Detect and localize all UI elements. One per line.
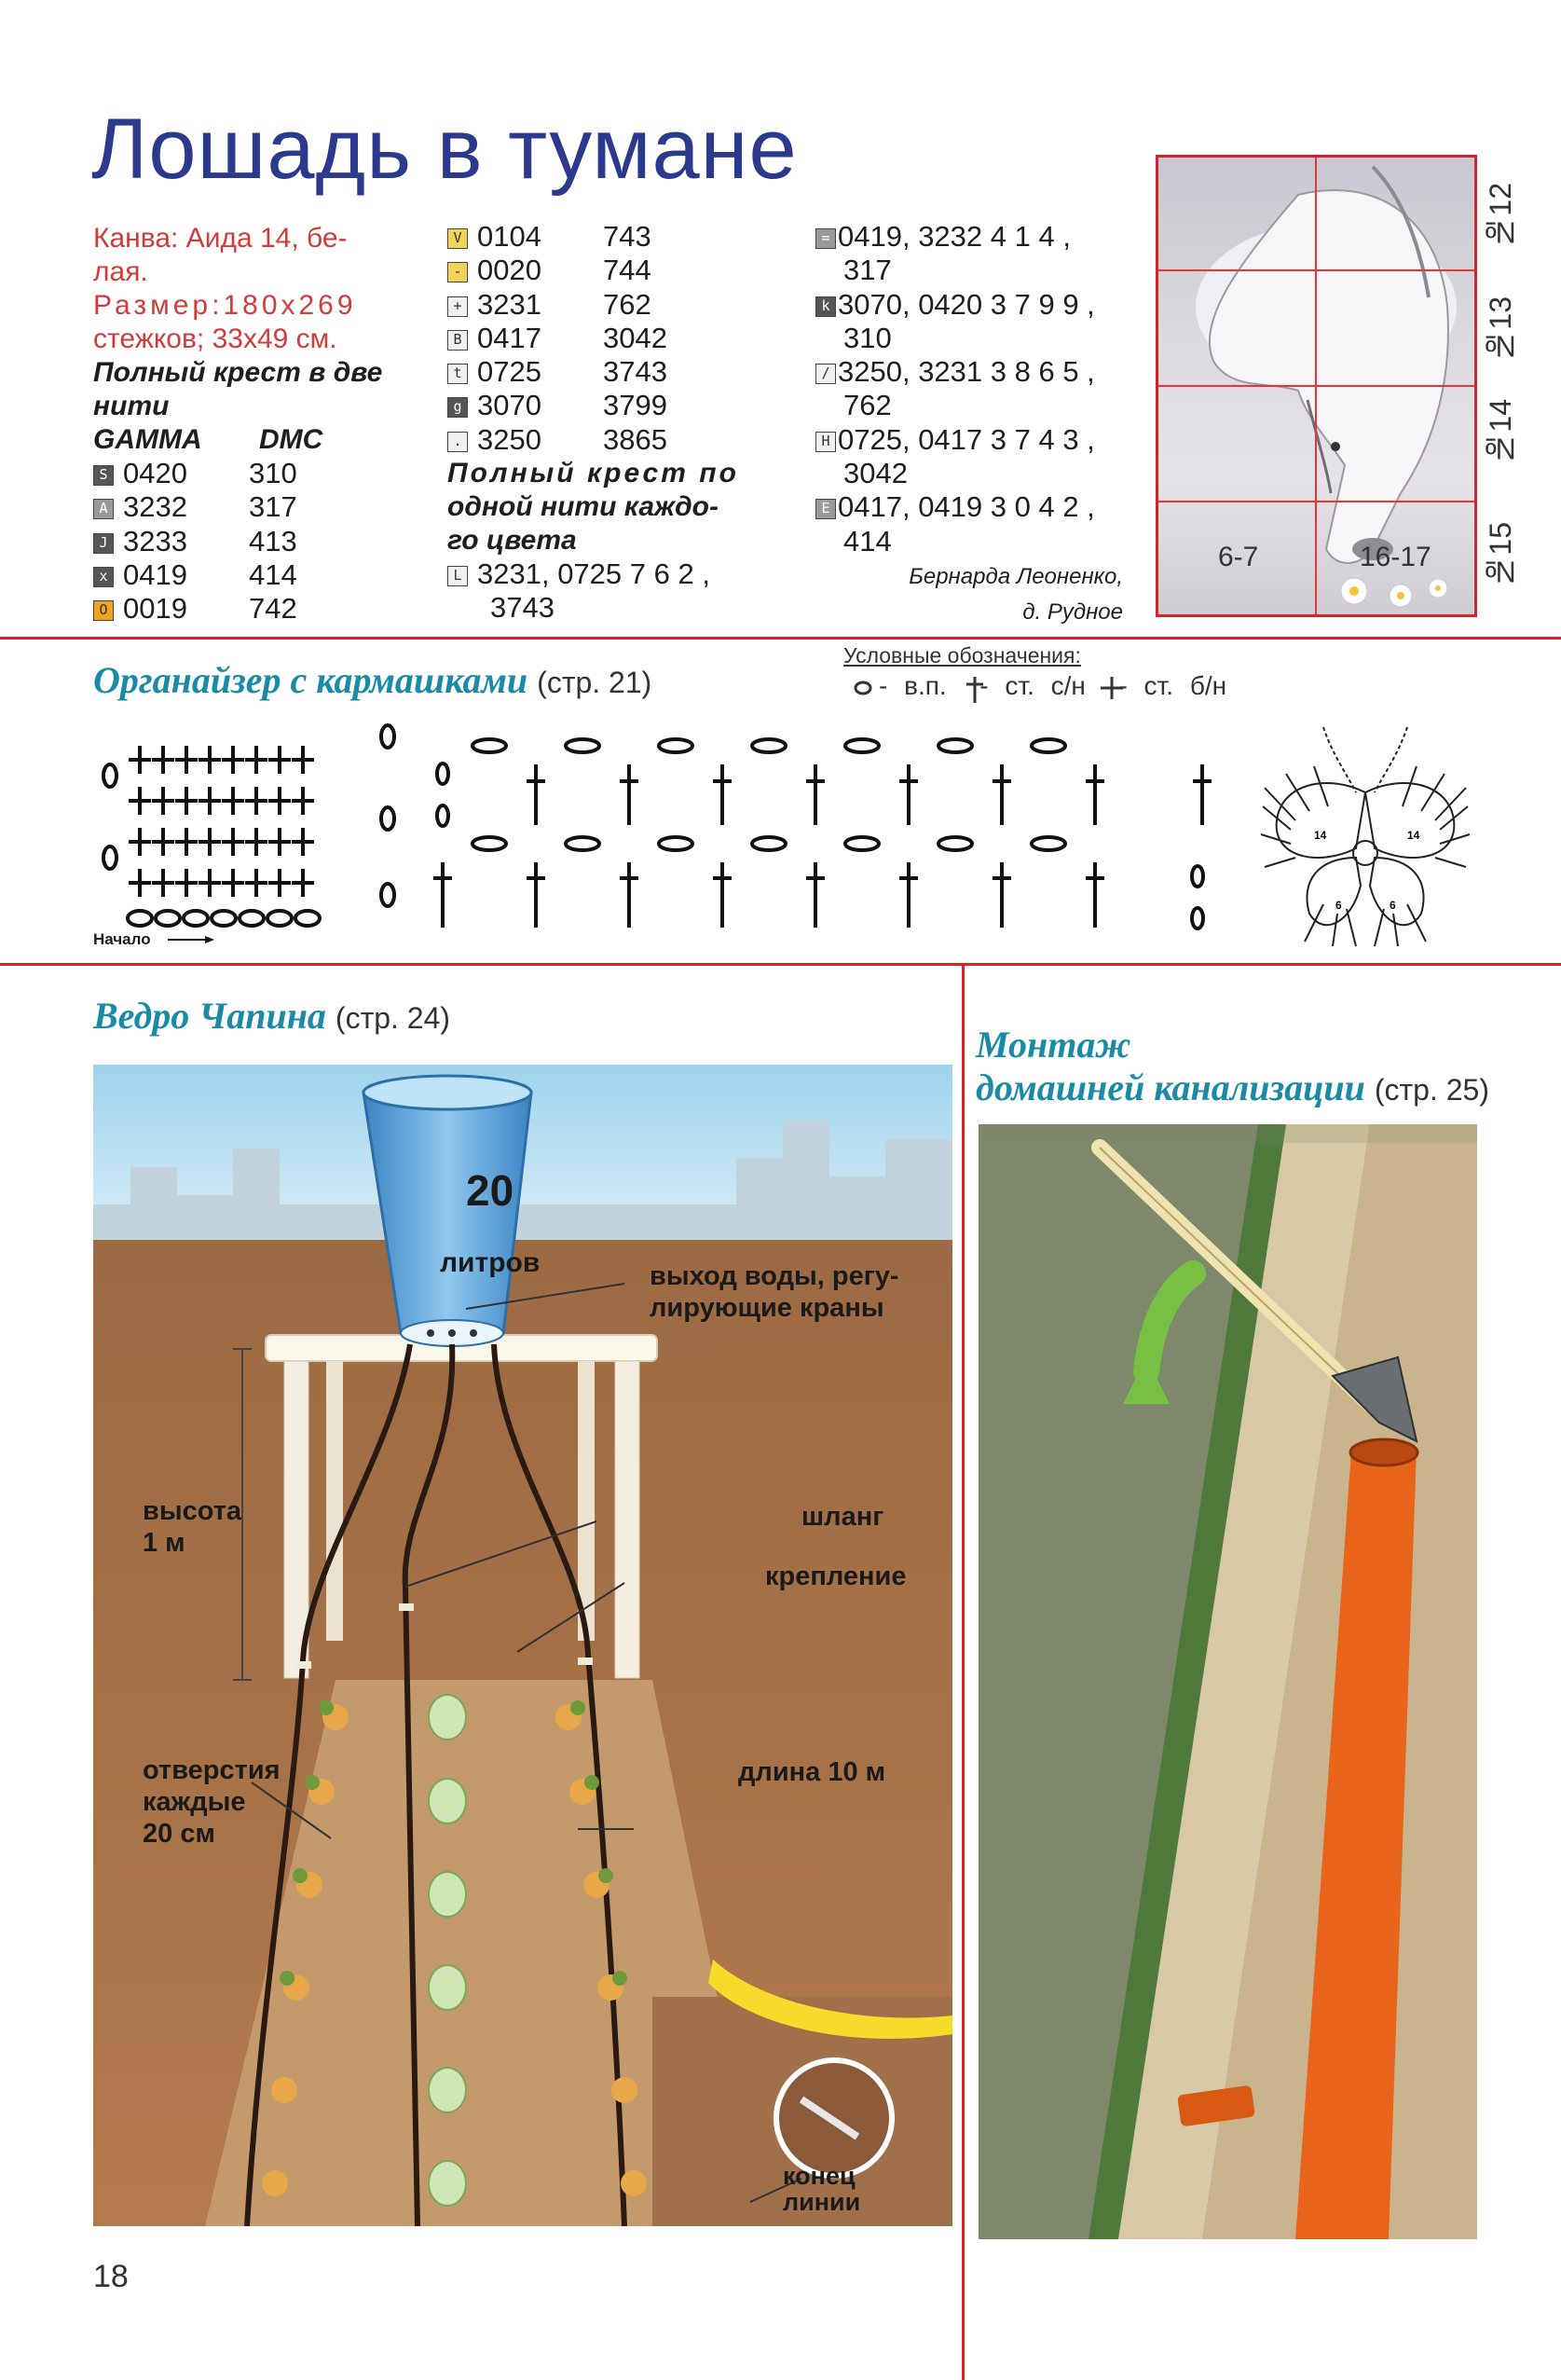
size-line-2: стежков; 33х49 см. [93,323,337,354]
symbol-icon: - [447,262,468,282]
sewer-illustration [979,1124,1477,2239]
sewer-title-line-2: домашней канализации [976,1066,1365,1108]
thread-row [93,592,297,626]
volume-unit: литров [440,1247,541,1278]
full-cross-line-1: Полный крест в две [93,357,383,388]
article-title: Лошадь в тумане [91,102,798,197]
symbol-icon: A [93,499,114,519]
thread-row [815,423,1095,457]
dmc-code: 3865 [603,422,667,456]
garden-scene [93,1065,952,2226]
thread-row [447,288,739,322]
thread-row-cont [815,525,1095,558]
dmc-code: 310 [249,457,297,489]
thread-row-cont [815,457,1095,490]
outlet-line-2: лирующие краны [650,1293,884,1323]
part-number-14: №14 [1484,399,1517,466]
length-label: длина 10 м [738,1757,886,1787]
thread-row [815,288,1095,322]
gamma-code: 0419 [123,557,187,591]
symbol-icon: J [93,533,114,554]
symbol-icon: H [815,432,836,452]
thread-columns [93,423,429,457]
thread-row-cont [815,322,1095,355]
symbol-icon: + [447,296,468,317]
thread-row [447,322,739,355]
threads-col-c [815,220,1095,558]
sewer-heading [976,1024,1489,1111]
butterfly-number: 6 [1390,899,1396,912]
dmc-code: 743 [603,220,651,253]
thread-blend: 3070, 0420 3 7 9 9 , [838,287,1095,321]
divider-middle [0,963,1561,966]
butterfly-number: 6 [1335,899,1342,912]
outlet-line-1: выход воды, регу- [650,1261,899,1291]
height-line-2: 1 м [143,1528,185,1558]
thread-row [447,220,739,254]
crochet-diagram-left [93,708,401,951]
divider-top [0,637,1561,640]
thread-row [93,558,297,592]
gamma-code: 3233 [123,524,187,557]
hose-label: шланг [801,1502,884,1532]
single-thread-line-1: Полный крест по [447,458,739,489]
single-thread-line-2: одной нити каждо- [447,491,719,523]
thread-row [93,490,297,524]
holes-line-1: отверстия [143,1755,281,1785]
symbol-icon: k [815,296,836,317]
thread-row [815,355,1095,389]
thread-blend: 3231, 0725 7 6 2 , [477,557,710,591]
butterfly-number: 14 [1407,829,1420,842]
thread-row [815,220,1095,254]
dmc-code: 413 [249,524,297,557]
canvas-line-2: лая. [93,256,148,287]
gamma-code: 0420 [123,457,187,489]
author-place: д. Рудное [1022,599,1123,625]
volume-number: 20 [466,1166,514,1215]
dmc-code: 762 [603,287,651,321]
height-label [143,1495,241,1559]
thread-row [447,389,739,422]
organizer-heading [93,658,651,702]
symbol-icon: E [815,499,836,519]
full-cross-line-2: нити [93,391,170,421]
dmc-code: 742 [249,592,297,626]
symbol-icon: / [815,364,836,384]
thread-blend: 0419, 3232 4 1 4 , [838,220,1071,253]
thread-row [447,557,739,591]
sewer-page: (стр. 25) [1374,1073,1489,1107]
size-line-1: Размер:180х269 [93,290,357,321]
gamma-code: 3250 [477,422,541,456]
thread-blend-cont: 317 [843,254,892,287]
author-credit [820,559,1123,630]
symbol-icon: = [815,228,836,249]
thread-row [447,254,739,287]
thread-row [93,525,297,558]
gamma-code: 0417 [477,321,541,354]
organizer-title: Органайзер с кармашками [93,659,528,701]
dmc-code: 3042 [603,321,667,354]
thread-row-cont [815,254,1095,287]
thread-row [815,490,1095,524]
preview-label: 16-17 [1360,542,1431,572]
thread-row [447,355,739,389]
gamma-code: 0019 [123,592,187,626]
page-number: 18 [93,2259,129,2294]
dmc-code: 744 [603,254,651,287]
dmc-code: 3799 [603,389,667,422]
end-line-1: конец [783,2162,856,2190]
canvas-info [93,222,429,457]
preview-label: 6-7 [1218,542,1259,572]
holes-label [143,1754,281,1850]
butterfly-diagram [1253,718,1477,951]
end-line-2: линии [783,2188,861,2216]
thread-blend: 3250, 3231 3 8 6 5 , [838,355,1095,389]
end-label [783,2163,860,2215]
symbol-icon: O [93,600,114,621]
gamma-code: 3070 [477,389,541,422]
col-gamma: GAMMA [93,424,202,455]
thread-row-cont [815,389,1095,422]
crochet-diagram-middle [424,718,1226,951]
holes-line-2: каждые [143,1787,246,1817]
dmc-code: 317 [249,490,297,524]
bucket-page: (стр. 24) [335,1001,451,1035]
divider-vertical [962,965,965,2380]
bucket-illustration [93,1065,952,2226]
height-line-1: высота [143,1496,242,1526]
trench-scene [979,1124,1477,2239]
sewer-title-line-1: Монтаж [976,1024,1131,1066]
symbol-icon: L [447,566,468,586]
symbol-icon: . [447,432,468,452]
thread-blend-cont: 3042 [843,457,908,490]
gamma-code: 0104 [477,220,541,253]
thread-row [447,423,739,457]
threads-col-a [93,457,297,626]
butterfly-number: 14 [1314,829,1327,842]
holes-line-3: 20 см [143,1819,215,1849]
thread-row [93,457,297,490]
symbol-icon: g [447,397,468,418]
gamma-code: 0020 [477,254,541,287]
part-number-15: №15 [1484,522,1517,589]
outlet-label [650,1260,899,1324]
canvas-line-1: Канва: Аида 14, бе- [93,223,348,254]
dmc-code: 414 [249,557,297,591]
threads-col-b [447,220,739,626]
thread-blend-cont: 3743 [490,591,555,625]
start-label: Начало [93,930,151,948]
part-number-13: №13 [1484,296,1517,364]
bucket-heading [93,994,450,1038]
thread-blend: 0417, 0419 3 0 4 2 , [838,490,1095,524]
mount-label: крепление [765,1561,907,1591]
col-dmc: DMC [259,424,323,455]
bucket-title: Ведро Чапина [93,995,326,1037]
part-number-12: №12 [1484,183,1517,250]
thread-blend: 0725, 0417 3 7 4 3 , [838,422,1095,456]
thread-blend-cont: 762 [843,389,892,422]
thread-blend-cont: 310 [843,321,892,354]
symbol-icon: S [93,465,114,486]
dmc-code: 3743 [603,355,667,389]
symbol-icon: x [93,567,114,587]
symbol-icon: V [447,228,468,249]
gamma-code: 0725 [477,355,541,389]
single-thread-line-3: го цвета [447,525,577,557]
gamma-code: 3231 [477,287,541,321]
legend-heading: Условные обозначения: [843,643,1081,667]
author-name: Бернарда Леоненко, [909,564,1123,589]
thread-blend-cont: 414 [843,524,892,557]
symbol-icon: B [447,330,468,351]
horse-preview [1156,155,1477,617]
legend-text: - в.п. - ст. с/н - ст. б/н [879,671,1227,700]
thread-row-cont [447,591,739,625]
organizer-page: (стр. 21) [537,666,652,699]
gamma-code: 3232 [123,490,187,524]
symbol-icon: t [447,364,468,384]
